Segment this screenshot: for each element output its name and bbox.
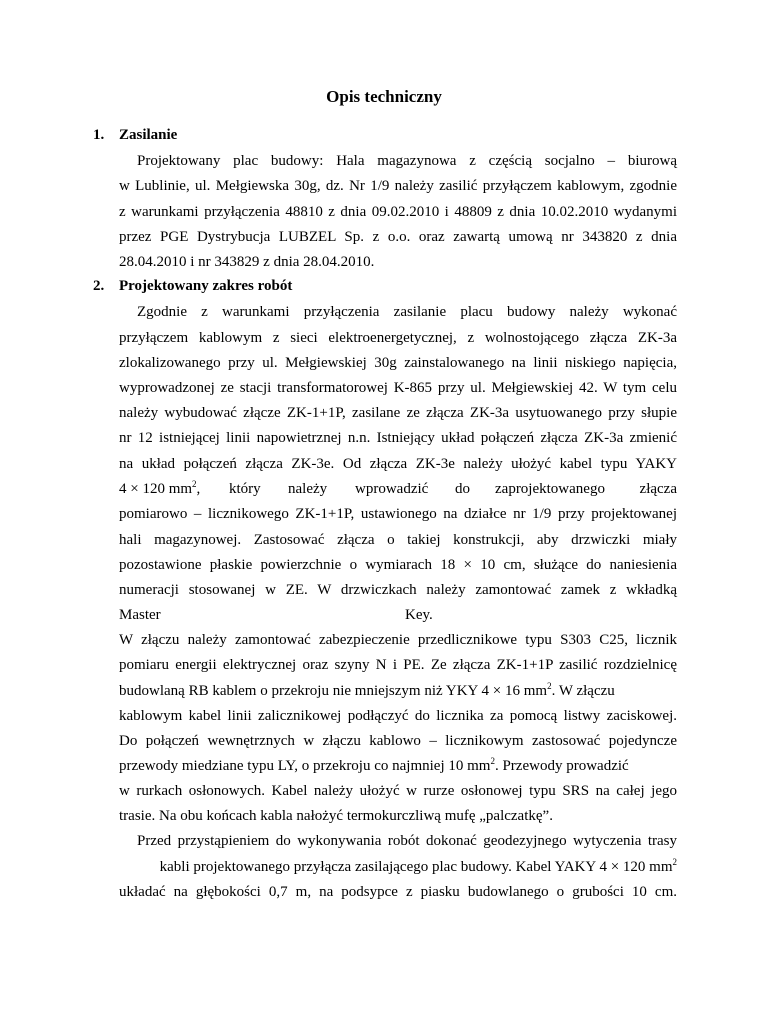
superscript: 2 xyxy=(672,857,677,867)
word: Master xyxy=(119,607,161,623)
paragraph-line xyxy=(119,479,677,499)
paragraph-line: zlokalizowanego przy ul. Mełgiewskiej 30g zainstalowanego na linii niskiego napięcia, xyxy=(119,355,677,371)
section-number: 2. xyxy=(93,278,105,294)
paragraph-line: W złączu należy zamontować zabezpieczenie przedlicznikowe typu S303 C25, licznik xyxy=(119,632,677,648)
paragraph-line: w rurkach osłonowych. Kabel należy ułożyć w rurze osłonowej typu SRS na całej jego xyxy=(119,783,677,799)
paragraph-line: Projektowany plac budowy: Hala magazynowa z częścią socjalno – biurową xyxy=(137,153,677,169)
paragraph-line: przewody miedziane typu LY, o przekroju co najmniej 10 $mm^2$. Przewody prowadzić xyxy=(119,756,629,774)
word: do xyxy=(455,481,470,497)
paragraph-line: pomiarowo – licznikowego ZK-1+1P, ustawionego na działce nr 1/9 przy projektowanej xyxy=(119,506,677,522)
paragraph-line: przez PGE Dystrybucja LUBZEL Sp. z o.o. oraz zawartą umową nr 343820 z dnia xyxy=(119,229,677,245)
word: wprowadzić xyxy=(355,481,429,497)
paragraph-line: należy wybudować złącze ZK-1+1P, zasilane ze złącza ZK-3a usytuowanego przy słupie xyxy=(119,405,677,421)
paragraph-line: 28.04.2010 i nr 343829 z dnia 28.04.2010. xyxy=(119,254,375,270)
paragraph-line: układać na głębokości 0,7 m, na podsypce z piasku budowlanego o grubości 10 cm. xyxy=(119,884,677,900)
paragraph-line: budowlaną RB kablem o przekroju nie mniejszym niż YKY 4 × 16 $mm^2$. W złączu xyxy=(119,681,615,699)
section-heading-1 xyxy=(93,127,177,144)
word: Key. xyxy=(405,607,433,623)
paragraph-line: Do połączeń wewnętrznych w złączu kablowo – licznikowym zastosować pojedyncze xyxy=(119,733,677,749)
word: który xyxy=(229,481,261,497)
paragraph-line: nr 12 istniejącej linii napowietrznej n.n. Istniejący układ połączeń złącza ZK-3a zmienić xyxy=(119,430,677,446)
section-heading-2 xyxy=(93,278,292,295)
superscript: 2 xyxy=(490,756,495,766)
paragraph-line: Zgodnie z warunkami przyłączenia zasilanie placu budowy należy wykonać xyxy=(137,304,677,320)
word: zaprojektowanego xyxy=(495,481,605,497)
paragraph-line: Przed przystąpieniem do wykonywania robót dokonać geodezyjnego wytyczenia trasy xyxy=(137,833,677,849)
paragraph-line: kablowym kabel linii zalicznikowej podłączyć do licznika za pomocą listwy zaciskowej. xyxy=(119,708,677,724)
paragraph-line: z warunkami przyłączenia 48810 z dnia 09.02.2010 i 48809 z dnia 10.02.2010 wydanymi xyxy=(119,204,677,220)
word: złącza xyxy=(639,481,677,497)
superscript: 2 xyxy=(192,479,197,489)
paragraph-line: w Lublinie, ul. Mełgiewska 30g, dz. Nr 1/9 należy zasilić przyłączem kablowym, zgodnie xyxy=(119,178,677,194)
document-title: Opis techniczny xyxy=(326,87,442,106)
paragraph-line: hali magazynowej. Zastosować złącza o takiej konstrukcji, aby drzwiczki miały xyxy=(119,532,677,548)
section-title: Zasilanie xyxy=(119,127,178,143)
superscript: 2 xyxy=(547,681,552,691)
paragraph-line: trasie. Na obu końcach kabla nałożyć termokurczliwą mufę „palczatkę”. xyxy=(119,808,553,824)
section-number: 1. xyxy=(93,127,105,143)
paragraph-line: przyłączem kablowym z sieci elektroenergetycznej, z wolnostojącego złącza ZK-3a xyxy=(119,330,677,346)
paragraph-line: pozostawione płaskie powierzchnie o wymiarach 18 × 10 cm, służące do naniesienia xyxy=(119,557,677,573)
section-title: Projektowany zakres robót xyxy=(119,278,293,294)
paragraph-line xyxy=(119,605,677,625)
paragraph-line: kabli projektowanego przyłącza zasilającego plac budowy. Kabel YAKY 4 × 120 $mm^2$ xyxy=(159,857,677,875)
word: należy xyxy=(288,481,328,497)
paragraph-line: na układ połączeń złącza ZK-3e. Od złącza ZK-3e należy ułożyć kabel typu YAKY xyxy=(119,456,677,472)
paragraph-line: pomiaru energii elektrycznej oraz szyny N i PE. Ze złącza ZK-1+1P zasilić rozdzielnicę xyxy=(119,657,677,673)
cable-spec: 4 × 120 $mm^2$, xyxy=(119,479,201,497)
paragraph-line: numeracji stosowanej w ZE. W drzwiczkach należy zamontować zamek z wkładką xyxy=(119,582,677,598)
paragraph-line: wyprowadzonej ze stacji transformatorowej K-865 przy ul. Mełgiewskiej 42. W tym celu xyxy=(119,380,677,396)
